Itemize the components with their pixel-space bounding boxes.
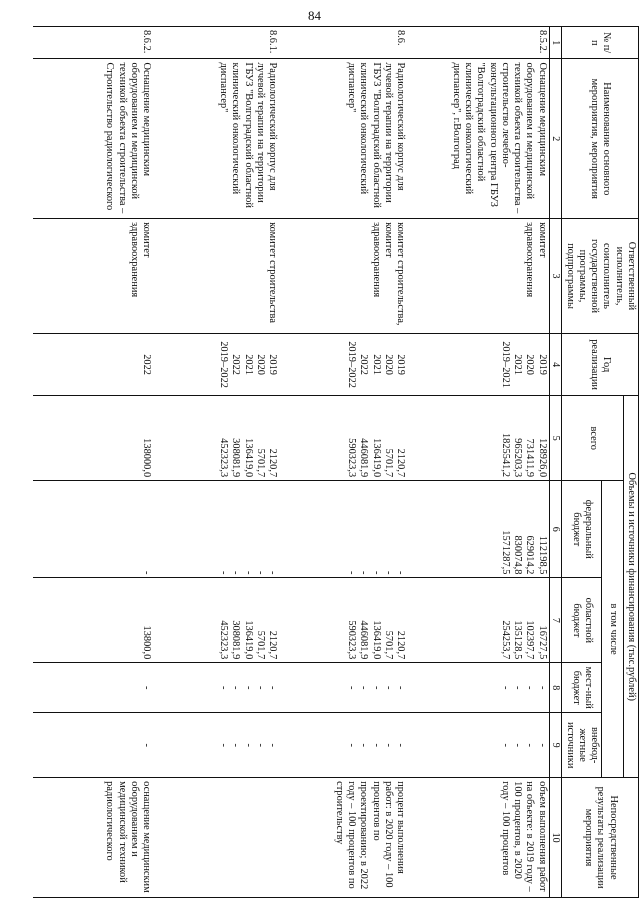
regional-value: 136419,0 (242, 620, 254, 660)
extra-value: - (512, 743, 524, 747)
total (153, 396, 279, 481)
local-value: - (382, 686, 394, 690)
year (153, 333, 279, 395)
year-value: 2022 (141, 354, 153, 375)
executor: комитет здравоохранения (407, 219, 549, 334)
rotated-table-wrapper (104, 26, 639, 898)
row-number: 8.6. (279, 27, 407, 59)
extra-value: - (370, 743, 382, 747)
total-value: 5701,7 (382, 448, 394, 478)
measure-name: Оснащение медицинским оборудованием и медицинской техникой объекта строительства – Строительство радиологического (33, 59, 153, 219)
header-result: Непосредственные результаты реализации мероприятия (562, 778, 639, 898)
year (279, 333, 407, 395)
executor: комитет строительства (153, 219, 279, 334)
local-value: - (218, 686, 230, 690)
regional-value: 446081,9 (358, 620, 370, 660)
financing-table (33, 26, 639, 898)
result: объем выполнения работ на объекте: в 2019 году – 100 процентов, в 2020 году – 100 процентов (407, 778, 549, 898)
federal (407, 481, 549, 578)
measure-name: Радиологический корпус для лучевой терапии на территории ГБУЗ "Волгоградский областной клинический онкологический диспансер" (153, 59, 279, 219)
table-row (279, 27, 407, 898)
federal-value: - (254, 570, 266, 575)
year-value: 2022 (230, 354, 242, 375)
total-value: 731411,9 (524, 438, 536, 478)
year-value: 2021 (370, 354, 382, 375)
extra-value: - (346, 743, 358, 747)
header-including: в том числе (602, 481, 624, 778)
extra-value: - (242, 743, 254, 747)
local-value: - (242, 686, 254, 690)
header-year: Год реализации (562, 333, 639, 395)
local (279, 663, 407, 713)
federal-value: - (370, 570, 382, 575)
federal-value: 629014,2 (524, 535, 536, 575)
local-value: - (358, 686, 370, 690)
header-extra: внебюд-жетные источники (562, 713, 602, 778)
year-value: 2020 (254, 354, 266, 375)
year-value: 2022 (358, 354, 370, 375)
extra (407, 713, 549, 778)
local-value: - (499, 686, 511, 690)
local-value: - (267, 686, 279, 690)
header-num: № п/п (562, 27, 639, 59)
extra-value: - (499, 743, 511, 747)
extra-value: - (141, 743, 153, 747)
year-value: 2019–2022 (346, 341, 358, 388)
year-value: 2021 (512, 354, 524, 375)
regional-value: 5701,7 (382, 630, 394, 660)
table-row (407, 27, 549, 898)
extra-value: - (218, 743, 230, 747)
federal-value: 830074,8 (512, 535, 524, 575)
total-value: 136419,0 (242, 438, 254, 478)
federal-value: 112198,5 (536, 535, 548, 575)
column-number-row (549, 27, 562, 898)
regional-value: 2120,7 (395, 630, 407, 660)
extra-value: - (395, 743, 407, 747)
regional-value: 254253,7 (499, 620, 511, 660)
result: оснащение медицинским оборудованием и медицинской техникой радиологического (33, 778, 153, 898)
extra-value: - (267, 743, 279, 747)
federal-value: - (230, 570, 242, 575)
local-value: - (346, 686, 358, 690)
total-value: 136419,0 (370, 438, 382, 478)
year-value: 2019–2021 (499, 341, 511, 388)
header-total: всего (562, 396, 623, 481)
measure-name: Оснащение медицинским оборудованием и медицинской техникой объекта строительства – строительство лечебно-консультационного центра ГБУЗ "Волгоградский областной клинический онкологический диспансер", г.Волгоград (407, 59, 549, 219)
regional-value: 452323,3 (218, 620, 230, 660)
federal-value: - (141, 570, 153, 575)
column-number: 5 (549, 396, 562, 481)
regional-value: 5701,7 (254, 630, 266, 660)
total-value: 308081,9 (230, 438, 242, 478)
column-number: 8 (549, 663, 562, 713)
regional-value: 16727,5 (536, 625, 548, 660)
column-number: 7 (549, 578, 562, 663)
regional-value: 135128,5 (512, 620, 524, 660)
regional-value: 13800,0 (141, 625, 153, 660)
year-value: 2020 (524, 354, 536, 375)
table-body (33, 27, 549, 898)
table-row (33, 27, 153, 898)
column-number: 1 (549, 27, 562, 59)
column-number: 10 (549, 778, 562, 898)
total-value: 2120,7 (395, 448, 407, 478)
header-federal: федеральный бюджет (562, 481, 602, 578)
column-number: 4 (549, 333, 562, 395)
regional (33, 578, 153, 663)
year (407, 333, 549, 395)
result: процент выполнения работ: в 2020 году – 100 процентов по проектированию; в 2022 году – 100 процентов по строительству (279, 778, 407, 898)
year-value: 2019 (536, 354, 548, 375)
total (279, 396, 407, 481)
year-value: 2019–2022 (218, 341, 230, 388)
regional (279, 578, 407, 663)
year (33, 333, 153, 395)
federal-value: - (395, 570, 407, 575)
total-value: 452323,3 (218, 438, 230, 478)
local-value: - (141, 686, 153, 690)
extra-value: - (230, 743, 242, 747)
regional-value: 308081,9 (230, 620, 242, 660)
year-value: 2020 (382, 354, 394, 375)
row-number: 8.5.2. (407, 27, 549, 59)
extra (153, 713, 279, 778)
header-executor: Ответственный исполнитель, соисполнитель государственной программы, подпрограммы (562, 219, 639, 334)
total-value: 128926,0 (536, 438, 548, 478)
executor: комитет здравоохранения (33, 219, 153, 334)
federal-value: - (346, 570, 358, 575)
regional (153, 578, 279, 663)
local-value: - (370, 686, 382, 690)
federal-value: - (382, 570, 394, 575)
total-value: 1825541,2 (499, 432, 511, 478)
federal (279, 481, 407, 578)
header-volumes: Объемы и источники финансирования (тыс.рублей) (623, 396, 638, 778)
extra-value: - (524, 743, 536, 747)
regional-value: 136419,0 (370, 620, 382, 660)
column-number: 2 (549, 59, 562, 219)
federal (153, 481, 279, 578)
total (407, 396, 549, 481)
regional-value: 2120,7 (267, 630, 279, 660)
federal-value: - (358, 570, 370, 575)
federal (33, 481, 153, 578)
column-number: 3 (549, 219, 562, 334)
federal-value: - (242, 570, 254, 575)
header-name: Наименование основного мероприятия, мероприятия (562, 59, 639, 219)
local-value: - (254, 686, 266, 690)
result (153, 778, 279, 898)
local (407, 663, 549, 713)
local (33, 663, 153, 713)
federal-value: 1571287,5 (499, 530, 511, 575)
row-number: 8.6.2. (33, 27, 153, 59)
extra (279, 713, 407, 778)
local-value: - (395, 686, 407, 690)
year-value: 2019 (267, 354, 279, 375)
extra-value: - (382, 743, 394, 747)
extra-value: - (358, 743, 370, 747)
local-value: - (524, 686, 536, 690)
local-value: - (536, 686, 548, 690)
regional-value: 102397,7 (524, 620, 536, 660)
year-value: 2021 (242, 354, 254, 375)
regional-value: 590323,3 (346, 620, 358, 660)
regional (407, 578, 549, 663)
header-local: мест-ный бюджет (562, 663, 602, 713)
column-number: 6 (549, 481, 562, 578)
total-value: 590323,3 (346, 438, 358, 478)
federal-value: - (267, 570, 279, 575)
extra-value: - (254, 743, 266, 747)
local-value: - (230, 686, 242, 690)
total-value: 2120,7 (267, 448, 279, 478)
extra-value: - (536, 743, 548, 747)
table-row (153, 27, 279, 898)
row-number: 8.6.1. (153, 27, 279, 59)
total-value: 965203,3 (512, 438, 524, 478)
total (33, 396, 153, 481)
measure-name: Радиологический корпус для лучевой терапии на территории ГБУЗ "Волгоградский областной клинический онкологический диспансер" (279, 59, 407, 219)
total-value: 5701,7 (254, 448, 266, 478)
year-value: 2019 (395, 354, 407, 375)
column-number: 9 (549, 713, 562, 778)
header-regional: областной бюджет (562, 578, 602, 663)
total-value: 446081,9 (358, 438, 370, 478)
local-value: - (512, 686, 524, 690)
executor: комитет строительства, комитет здравоохранения (279, 219, 407, 334)
extra (33, 713, 153, 778)
local (153, 663, 279, 713)
page-number: 84 (308, 8, 321, 23)
federal-value: - (218, 570, 230, 575)
total-value: 138000,0 (141, 438, 153, 478)
